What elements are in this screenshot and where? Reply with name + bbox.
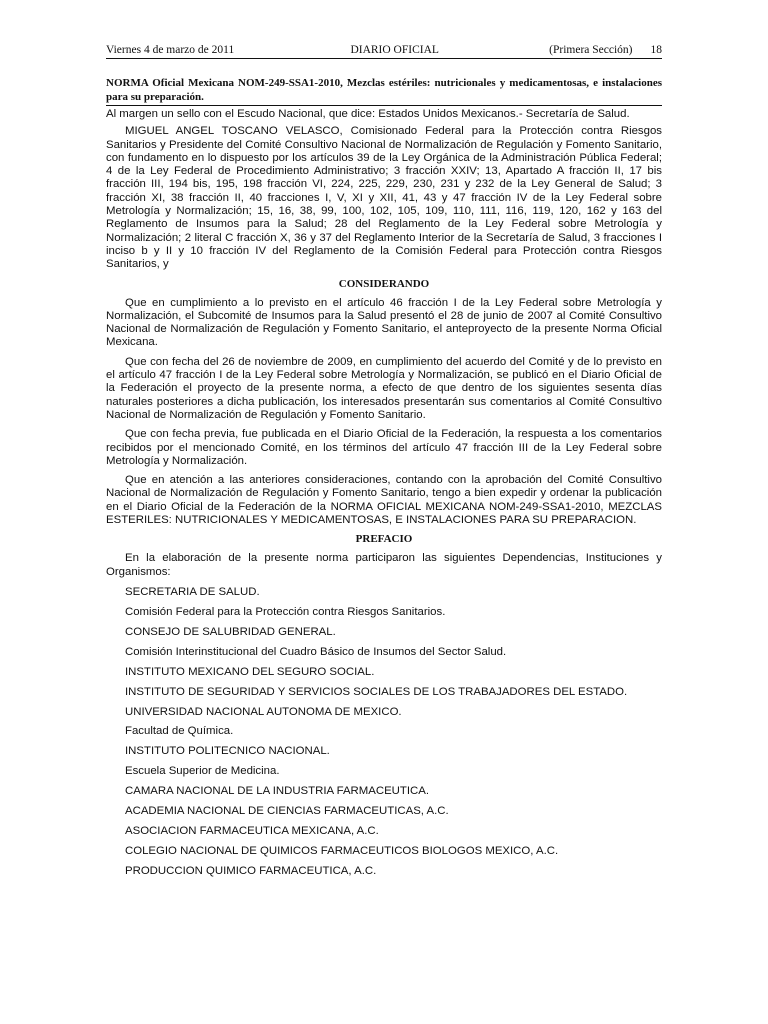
organization-item: INSTITUTO DE SEGURIDAD Y SERVICIOS SOCIALES DE LOS TRABAJADORES DEL ESTADO.	[125, 685, 628, 698]
prefacio-heading: PREFACIO	[355, 533, 413, 546]
header-rule	[106, 58, 662, 59]
organization-item: COLEGIO NACIONAL DE QUIMICOS FARMACEUTICOS BIOLOGOS MEXICO, A.C.	[125, 845, 559, 858]
header-section-group	[549, 44, 662, 56]
organization-item: Facultad de Química.	[125, 725, 234, 738]
organization-item: ASOCIACION FARMACEUTICA MEXICANA, A.C.	[125, 825, 379, 838]
running-header	[106, 40, 662, 56]
considerando-section	[106, 297, 662, 528]
norma-title: NORMA Oficial Mexicana NOM-249-SSA1-2010, Mezclas estériles: nutricionales y medicamentosas, e instalaciones para su preparación.	[106, 77, 662, 103]
intro-paragraph: MIGUEL ANGEL TOSCANO VELASCO, Comisionado Federal para la Protección contra Riesgos Sanitarios y Presidente del Comité Consultivo Nacional de Normalización de Regulación y Fomento Sanitario, con fundamento en lo dispuesto por los artículos 39 de la Ley Orgánica de la Administración Pública Federal; 4 de la Ley Federal de Procedimiento Administrativo; 3 fracción XXIV; 13, Apartado A fracción II, 17 bis fracción III, 194 bis, 195, 198 fracción VI, 224, 225, 229, 230, 231 y 232 de la Ley General de Salud; 3 fracción XI, 38 fracción II, 40 fracciones I, V, XI y XII, 41, 43 y 47 fracción IV de la Ley Federal sobre Metrología y Normalización; 15, 16, 38, 99, 100, 102, 105, 109, 110, 111, 116, 119, 120, 162 y 163 del Reglamento de Insumos para la Salud; 28 del Reglamento de la Ley Federal sobre Metrología y Normalización; 2 literal C fracción X, 36 y 37 del Reglamento Interior de la Secretaría de Salud, 3 fracciones I inciso b y II y 10 fracción IV del Reglamento de la Comisión Federal para Protección contra Riesgos Sanitarios, y	[106, 125, 662, 271]
header-publication: DIARIO OFICIAL	[350, 44, 439, 56]
organization-item: INSTITUTO MEXICANO DEL SEGURO SOCIAL.	[125, 665, 375, 678]
organization-item: SECRETARIA DE SALUD.	[125, 585, 260, 598]
organization-item: INSTITUTO POLITECNICO NACIONAL.	[125, 745, 330, 758]
organization-item: ACADEMIA NACIONAL DE CIENCIAS FARMACEUTICAS, A.C.	[125, 805, 449, 818]
organization-item: UNIVERSIDAD NACIONAL AUTONOMA DE MEXICO.	[125, 705, 402, 718]
organization-item: PRODUCCION QUIMICO FARMACEUTICA, A.C.	[125, 865, 377, 878]
considerando-heading: CONSIDERANDO	[338, 277, 430, 290]
margin-note: Al margen un sello con el Escudo Nacional, que dice: Estados Unidos Mexicanos.- Secretaría de Salud.	[106, 108, 630, 120]
considerando-paragraph: Que en cumplimiento a lo previsto en el artículo 46 fracción I de la Ley Federal sobre Metrología y Normalización, el Subcomité de Insumos para la Salud presentó el 28 de junio de 2007 al Comité Consultivo Nacional de Normalización de Regulación y Fomento Sanitario, el anteproyecto de la presente Norma Oficial Mexicana.	[106, 296, 662, 349]
header-page-number: 18	[650, 44, 662, 56]
document-page	[106, 40, 662, 879]
organization-item: Escuela Superior de Medicina.	[125, 765, 280, 778]
organization-item: CONSEJO DE SALUBRIDAD GENERAL.	[125, 625, 336, 638]
considerando-paragraph: Que en atención a las anteriores consideraciones, contando con la aprobación del Comité Consultivo Nacional de Normalización de Regulación y Fomento Sanitario, tengo a bien expedir y ordenar la publicación en el Diario Oficial de la Federación de la NORMA OFICIAL MEXICANA NOM-249-SSA1-2010, MEZCLAS ESTERILES: NUTRICIONALES Y MEDICAMENTOSAS, E INSTALACIONES PARA SU PREPARACION.	[106, 474, 662, 527]
organization-item: Comisión Federal para la Protección contra Riesgos Sanitarios.	[125, 605, 446, 618]
header-section: (Primera Sección)	[549, 44, 633, 56]
prefacio-intro: En la elaboración de la presente norma participaron las siguientes Dependencias, Instituciones y Organismos:	[106, 552, 662, 578]
considerando-paragraph: Que con fecha del 26 de noviembre de 2009, en cumplimiento del acuerdo del Comité y de lo previsto en el artículo 47 fracción I de la Ley Federal sobre Metrología y Normalización, se publicó en el Diario Oficial de la Federación el proyecto de la presente norma, a efecto de que dentro de los siguientes sesenta días naturales posteriores a dicha publicación, los interesados presentarán sus comentarios al Comité Consultivo Nacional de Normalización de Regulación y Fomento Sanitario.	[106, 355, 662, 421]
organization-item: Comisión Interinstitucional del Cuadro Básico de Insumos del Sector Salud.	[125, 645, 507, 658]
considerando-paragraph: Que con fecha previa, fue publicada en el Diario Oficial de la Federación, la respuesta a los comentarios recibidos por el mencionado Comité, en los términos del artículo 47 fracción III de la Ley Federal sobre Metrología y Normalización.	[106, 428, 662, 467]
header-date: Viernes 4 de marzo de 2011	[106, 44, 235, 56]
organization-list	[106, 586, 662, 879]
title-rule	[106, 105, 662, 106]
organization-item: CAMARA NACIONAL DE LA INDUSTRIA FARMACEUTICA.	[125, 785, 430, 798]
